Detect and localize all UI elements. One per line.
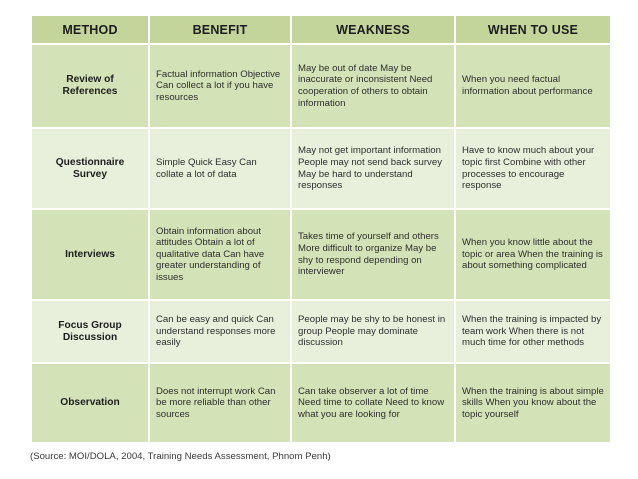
weakness-cell: May be out of date May be inaccurate or inconsistent Need cooperation of others to obtain information: [292, 45, 454, 127]
weakness-cell: Can take observer a lot of time Need time to collate Need to know what you are looking for: [292, 364, 454, 442]
benefit-cell: Does not interrupt work Can be more reliable than other sources: [150, 364, 290, 442]
header-when-to-use: WHEN TO USE: [456, 16, 610, 43]
methods-comparison-table: [30, 14, 612, 444]
method-name: Focus Group Discussion: [58, 319, 122, 343]
table-row: [32, 129, 610, 208]
method-cell: [32, 301, 148, 362]
header-benefit: BENEFIT: [150, 16, 290, 43]
header-method: METHOD: [32, 16, 148, 43]
table-row: [32, 45, 610, 127]
method-name: Review of References: [62, 74, 118, 97]
method-name: Observation: [60, 397, 120, 408]
weakness-cell: May not get important information People may not send back survey May be hard to understand responses: [292, 129, 454, 208]
method-name: Questionnaire Survey: [55, 156, 125, 180]
benefit-cell: Simple Quick Easy Can collate a lot of data: [150, 129, 290, 208]
benefit-cell: Factual information Objective Can collect a lot if you have resources: [150, 45, 290, 127]
header-row: [32, 16, 610, 43]
when-to-use-cell: When you know little about the topic or area When the training is about something complicated: [456, 210, 610, 299]
when-to-use-cell: Have to know much about your topic first Combine with other processes to encourage response: [456, 129, 610, 208]
when-to-use-cell: When the training is impacted by team work When there is not much time for other methods: [456, 301, 610, 362]
method-cell: [32, 364, 148, 442]
method-name: Interviews: [65, 248, 115, 260]
table-row: [32, 364, 610, 442]
source-citation: (Source: MOI/DOLA, 2004, Training Needs Assessment, Phnom Penh): [30, 451, 331, 462]
header-weakness: WEAKNESS: [292, 16, 454, 43]
method-cell: [32, 45, 148, 127]
when-to-use-cell: When you need factual information about performance: [456, 45, 610, 127]
weakness-cell: People may be shy to be honest in group People may dominate discussion: [292, 301, 454, 362]
benefit-cell: Obtain information about attitudes Obtain a lot of qualitative data Can have greater understanding of issues: [150, 210, 290, 299]
method-cell: [32, 210, 148, 299]
weakness-cell: Takes time of yourself and others More difficult to organize May be shy to respond depending on interviewer: [292, 210, 454, 299]
when-to-use-cell: When the training is about simple skills When you know about the topic yourself: [456, 364, 610, 442]
method-cell: [32, 129, 148, 208]
table-row: [32, 210, 610, 299]
benefit-cell: Can be easy and quick Can understand responses more easily: [150, 301, 290, 362]
table-row: [32, 301, 610, 362]
